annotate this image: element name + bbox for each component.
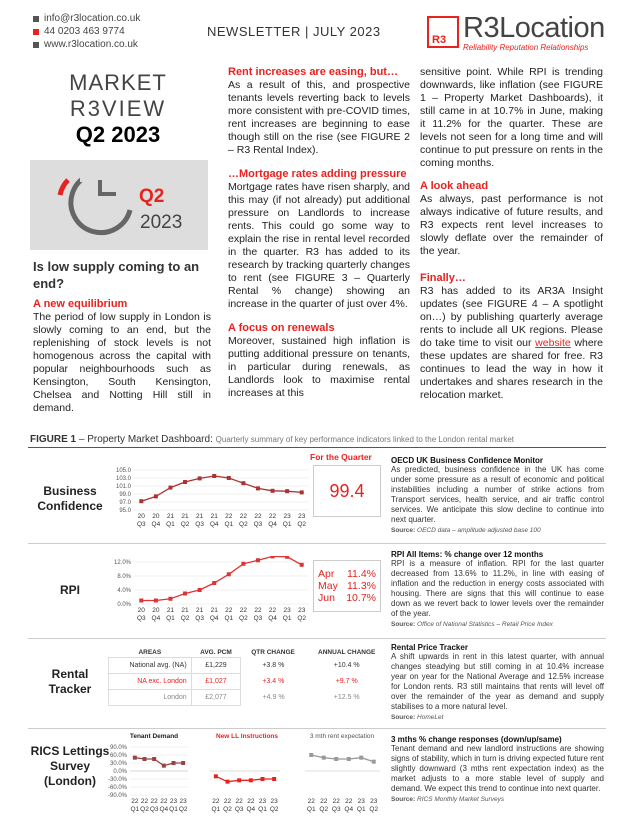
data-point [154,494,158,498]
rics-note: 3 mths % change responses (down/up/same) Tenant demand and new landlord instructions are showing signs of stability, which in turn is driving expected future rent slightly downward (3 mths rent expectation index) as the market adjusts to a more stable level of supply and demand. We expect this trend to continue into next quarter. Source: RICS Monthly Market Surveys [391,735,604,803]
x-tick-year: 22 [268,607,277,614]
logo-name: R3Location [463,12,605,44]
x-tick-quarter: Q1 [282,521,292,528]
x-tick-year: 22 [239,607,247,614]
x-tick-quarter: Q3 [136,521,146,528]
x-tick-quarter: Q2 [269,806,279,813]
data-point [214,774,218,778]
x-tick-year: 22 [235,798,243,805]
rpi-value: 11.4% [347,568,376,580]
x-tick-year: 20 [137,607,145,614]
chart-title-tenant-demand: Tenant Demand [129,733,179,740]
x-tick-year: 22 [225,607,233,614]
heading-new-equilibrium: A new equilibrium [33,298,128,310]
y-tick-label: 99.0 [119,492,131,498]
x-tick-quarter: Q2 [297,521,307,528]
for-the-quarter-label: For the Quarter [310,452,372,462]
data-point [198,588,202,592]
phone: 44 0203 463 9774 [44,26,125,37]
data-point [162,764,166,768]
x-tick-quarter: Q2 [180,521,190,528]
x-tick-quarter: Q3 [149,806,159,813]
x-tick-quarter: Q1 [169,806,178,813]
x-tick-year: 21 [166,607,175,614]
divider [28,638,606,639]
data-point [133,756,137,760]
column-2 [228,66,410,400]
heading-finally: Finally… [420,272,466,284]
rpi-value: 11.3% [347,580,376,592]
data-point [226,780,230,784]
company-logo [427,12,612,52]
label-business-confidence: Business Confidence [37,484,103,513]
x-tick-year: 22 [160,798,168,805]
data-point [143,757,147,761]
business-confidence-chart [100,462,310,532]
y-tick-label: 95.0 [119,508,131,514]
x-tick-year: 23 [258,798,267,805]
data-point [181,761,185,765]
x-tick-quarter: Q3 [253,615,263,622]
data-point [168,486,172,490]
data-point [241,562,245,566]
x-tick-quarter: Q2 [140,806,149,813]
data-point [183,480,187,484]
x-tick-quarter: Q2 [369,806,379,813]
x-tick-year: 22 [307,798,315,805]
x-tick-quarter: Q4 [151,521,161,528]
column-1 [33,258,211,415]
business-value: 99.4 [329,480,365,501]
label-rental-tracker: Rental Tracker [48,667,92,696]
data-point [139,599,143,603]
divider [28,543,606,544]
x-tick-quarter: Q1 [211,806,221,813]
data-point [285,556,289,559]
x-tick-quarter: Q1 [224,521,234,528]
x-tick-quarter: Q2 [223,806,232,813]
para-new-equilibrium: The period of low supply in London is slowly coming to an end, but the replenishing of stock levels is not homogenous across the capital with popular neighbourhoods such as Kensington, South Kensington, Chelsea and Notting Hill still in demand. [33,311,211,414]
para-mortgage: Mortgage rates have risen sharply, and this may (if not already) put additional pressure on Landlords to increase rents. This could go some way to explain the rise in rental level recorded in the quarter. R3 has added to its research by tracking quarterly changes to rent (see FIGURE 3 – Quarterly Rental % change) showing an increase in the quarter of just over 4%. [228,181,410,310]
x-tick-year: 22 [254,607,262,614]
rpi-chart [100,556,310,628]
data-point [256,558,260,562]
column-3 [420,66,603,402]
x-tick-year: 20 [152,513,160,520]
data-point [198,476,202,480]
y-tick-label: 103.0 [115,476,131,482]
phone-icon [33,29,39,35]
x-tick-quarter: Q3 [195,521,204,528]
rpi-month: May [318,580,338,592]
x-tick-quarter: Q1 [130,806,140,813]
web-icon [33,42,39,48]
table-header: ANNUAL CHANGE [318,649,376,657]
table-header: QTR CHANGE [251,649,295,657]
x-tick-quarter: Q2 [178,806,188,813]
rental-table-wrap [108,648,388,706]
x-tick-year: 21 [166,513,175,520]
table-cell: +3.4 % [262,678,285,685]
data-point [227,572,231,576]
para-renewals: Moreover, sustained high inflation is putting additional pressure on tenants, in particular during renewals, as Landlords look to maximise rental increases at this [228,335,410,399]
table-row [109,674,388,690]
x-tick-quarter: Q4 [209,521,219,528]
x-tick-year: 22 [150,798,158,805]
table-row [109,658,388,674]
x-tick-quarter: Q3 [136,615,146,622]
x-tick-quarter: Q4 [344,806,354,813]
chart-title-new-ll: New LL Instructions [216,733,278,740]
data-point [237,778,241,782]
data-point [322,756,326,760]
chart-title-rent-expect: 3 mth rent expectation [309,733,375,740]
x-tick-year: 21 [210,513,218,520]
x-tick-quarter: Q4 [151,615,161,622]
x-tick-quarter: Q3 [234,806,244,813]
x-tick-quarter: Q4 [268,615,277,622]
x-tick-year: 23 [370,798,378,805]
para-rent-increases: As a result of this, and prospective tenants levels reverting back to levels more consistent with pre-COVID times, rent increases are beginning to ease though still on the rise (see FIGURE 2 – R3 Rental Index). [228,79,410,156]
data-point [241,481,245,485]
x-tick-year: 22 [212,798,220,805]
figure-caption: FIGURE 1 – Property Market Dashboard: Quarterly summary of key performance indicators linked to the London rental market [30,434,514,445]
x-tick-year: 22 [131,798,139,805]
data-point [154,599,158,603]
x-tick-quarter: Q2 [239,521,248,528]
data-point [359,756,363,760]
data-point [256,486,260,490]
table-cell: +9.7 % [335,678,358,685]
data-point [212,474,216,478]
data-point [347,757,351,761]
y-tick-label: 97.0 [119,500,131,506]
rpi-month-row [318,568,380,580]
para-finally: R3 has added to its AR3A Insight updates (see FIGURE 4 – A spotlight on…) by publishing quarterly average rents to include all UK regions. Please do take time to visit our website where these updates are shared for free. R3 continues to lead the way in how it undertakes and shares research in the relocation market. [420,285,603,401]
table-cell: £1,229 [191,658,241,674]
data-point [271,489,275,493]
x-tick-quarter: Q4 [209,615,219,622]
y-tick-label: 8.0% [117,574,131,580]
badge-quarter: Q2 [139,186,165,207]
rpi-note: RPI All Items: % change over 12 months RPI is a measure of inflation. RPI for the last quarter decreased from 13.6% to 11.2%, in line with easing of inflation and the reduction in energy costs associated with housing. There are signs that this will continue to ease down as we revert back to lower levels over the remainder of the year. Source: Office of National Statistics – Retail Price Index [391,550,604,628]
x-tick-year: 21 [196,607,204,614]
x-tick-quarter: Q1 [282,615,292,622]
x-tick-year: 23 [283,607,291,614]
x-tick-year: 23 [270,798,278,805]
x-tick-year: 23 [298,607,306,614]
y-tick-label: 101.0 [115,484,131,490]
table-header: AVG. PCM [200,649,232,656]
x-tick-quarter: Q2 [180,615,190,622]
table-row [109,690,388,706]
x-tick-year: 23 [357,798,365,805]
label-rics: RICS Lettings Survey (London) [30,744,110,788]
x-tick-quarter: Q1 [166,521,175,528]
data-point [168,597,172,601]
x-tick-year: 22 [345,798,353,805]
table-cell: £2,077 [191,690,241,706]
x-tick-year: 21 [210,607,218,614]
email[interactable]: info@r3location.co.uk [44,13,141,24]
label-rpi: RPI [59,583,80,597]
x-tick-quarter: Q2 [319,806,329,813]
para-look-ahead: As always, past performance is not always indicative of future results, and R3 expects rent level increases to slowly deflate over the remainder of the year. [420,193,603,257]
y-tick-label: -60.0% [107,785,127,791]
x-tick-quarter: Q1 [224,615,234,622]
x-tick-quarter: Q4 [268,521,277,528]
y-tick-label: -30.0% [107,777,127,783]
newsletter-title: NEWSLETTER | JULY 2023 [207,24,381,39]
x-tick-quarter: Q2 [297,615,307,622]
x-tick-quarter: Q3 [331,806,341,813]
x-tick-year: 23 [169,798,178,805]
y-tick-label: 30.0% [109,761,127,767]
x-tick-quarter: Q1 [356,806,366,813]
business-note: OECD UK Business Confidence Monitor As predicted, business confidence in the UK has come under some pressure as a result of economic and political instabilities including a number of strike actions from Transport services, health service, and air traffic control services. We anticipate this slow decline to continue into next quarter. Source: OECD data – amplitude adjusted base 100 [391,456,604,534]
x-tick-year: 23 [283,513,291,520]
data-point [139,499,143,503]
x-tick-quarter: Q3 [253,521,263,528]
series-line [141,476,301,501]
y-tick-label: 0.0% [117,602,131,608]
badge-year: 2023 [140,212,183,233]
data-point [183,592,187,596]
x-tick-year: 22 [254,513,262,520]
contact-info [33,12,140,51]
data-point [300,563,304,567]
x-tick-year: 20 [152,607,160,614]
rpi-month-row [318,592,380,604]
email-icon [33,16,39,22]
r3-arc-graphic [30,160,208,250]
rpi-month: Jun [318,592,335,604]
x-tick-year: 21 [196,513,204,520]
data-point [249,778,253,782]
business-value-box [313,465,381,517]
x-tick-quarter: Q2 [239,615,248,622]
x-tick-year: 22 [247,798,255,805]
rics-charts [100,743,390,821]
rpi-month: Apr [318,568,335,580]
divider [28,728,606,729]
website-link[interactable]: website [535,337,571,349]
data-point [271,556,275,558]
y-tick-label: -90.0% [107,793,127,799]
logo-mark: R3 [427,16,459,48]
table-cell: NA exc. London [109,674,192,690]
data-point [212,581,216,585]
website[interactable]: www.r3location.co.uk [44,39,138,50]
data-point [285,489,289,493]
x-tick-quarter: Q4 [246,806,256,813]
data-point [300,490,304,494]
x-tick-year: 22 [225,513,233,520]
heading-look-ahead: A look ahead [420,180,489,192]
quarter-badge [30,160,208,250]
rpi-value: 10.7% [346,592,376,604]
data-point [227,476,231,480]
para-rpi: sensitive point. While RPI is trending downwards, like inflation (see FIGURE 1 – Property Market Dashboards), it still came in at 10.7% in June, making it 11.2% for the quarter. These are levels not seen for a long time and will continue to put pressure on rents in the coming months. [420,66,603,169]
heading-mortgage: …Mortgage rates adding pressure [228,168,407,180]
table-cell: +4.9 % [262,694,285,701]
x-tick-year: 21 [181,607,189,614]
x-tick-quarter: Q1 [166,615,175,622]
x-tick-year: 22 [239,513,247,520]
x-tick-year: 23 [298,513,306,520]
table-cell: London [109,690,192,706]
x-tick-year: 22 [140,798,149,805]
x-tick-quarter: Q1 [306,806,316,813]
series-line [141,556,301,600]
table-cell: £1,027 [191,674,241,690]
y-tick-label: 105.0 [115,468,131,474]
logo-tagline: Reliability Reputation Relationships [463,43,589,52]
heading-rent-increases: Rent increases are easing, but… [228,66,398,78]
data-point [309,753,313,757]
x-tick-year: 23 [179,798,187,805]
x-tick-year: 22 [332,798,340,805]
rpi-month-row [318,580,380,592]
x-tick-year: 22 [223,798,232,805]
headline-question: Is low supply coming to an end? [33,259,200,291]
x-tick-year: 20 [137,513,145,520]
series-line [135,758,183,766]
x-tick-year: 22 [268,513,277,520]
table-header: AREAS [138,649,162,656]
series-line [311,755,374,762]
data-point [152,757,156,761]
x-tick-year: 21 [181,513,189,520]
data-point [334,757,338,761]
x-tick-year: 22 [320,798,328,805]
rental-note: Rental Price Tracker A shift upwards in rent in this latest quarter, with annual changes steadying but still coming in at 10.4% increase year on year for the National Average and 12.5% increase for London rents. R3 still maintains that rents will level off over the remainder of the year as demand and supply stabilises to a more natural level. Source: HomeLet [391,643,604,721]
title-line3: Q2 2023 [75,122,161,147]
title-block [33,70,203,148]
table-cell: +3.8 % [262,662,285,669]
y-tick-label: 4.0% [117,588,131,594]
data-point [272,777,276,781]
data-point [172,761,176,765]
title-line1: MARKET [69,70,167,95]
y-tick-label: 60.0% [109,753,127,759]
x-tick-quarter: Q1 [258,806,267,813]
rental-table [108,648,388,706]
series-line [216,776,274,781]
x-tick-quarter: Q4 [159,806,169,813]
figure-top-rule [28,447,606,448]
data-point [261,777,265,781]
y-tick-label: 12.0% [113,560,131,566]
y-tick-label: 90.0% [109,745,127,751]
x-tick-quarter: Q3 [195,615,204,622]
rpi-values-box [313,560,381,612]
table-cell: +10.4 % [333,662,360,669]
table-cell: +12.5 % [333,694,360,701]
table-cell: National avg. (NA) [109,658,192,674]
y-tick-label: 0.0% [113,769,127,775]
heading-renewals: A focus on renewals [228,322,335,334]
title-line2: R3VIEW [69,96,167,121]
data-point [372,760,376,764]
